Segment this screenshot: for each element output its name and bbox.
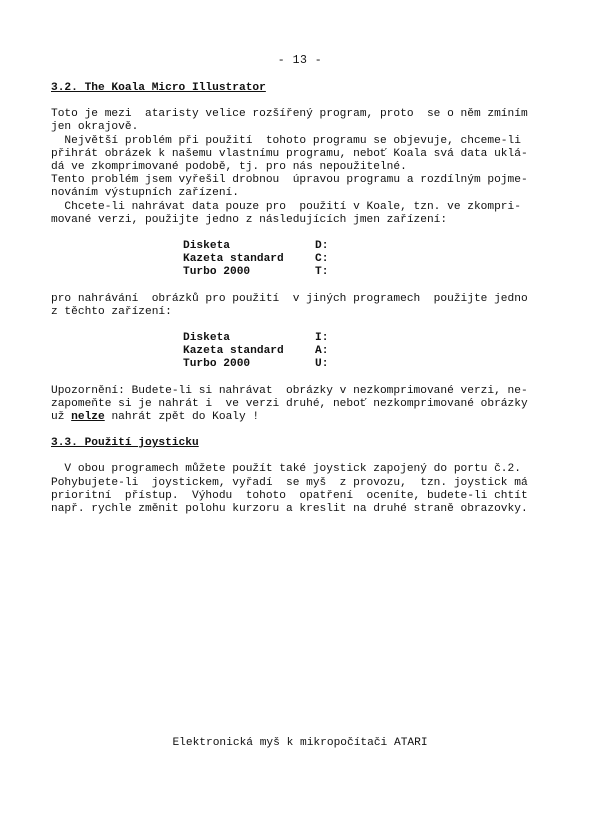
text-line: nováním výstupních zařízení. [51, 187, 239, 200]
text-line: dá ve zkomprimované podobě, tj. pro nás nepoužitelné. [51, 161, 407, 174]
device-row [183, 358, 328, 371]
page-number: - 13 - [277, 54, 323, 67]
text-line: Toto je mezi ataristy velice rozšířený program, proto se o něm zmíním [51, 108, 528, 121]
page-content [51, 82, 551, 516]
section-3-2-heading: 3.2. The Koala Micro Illustrator [51, 82, 266, 94]
warning-paragraph [51, 385, 551, 425]
text-line: mované verzi, použijte jedno z následujících jmen zařízení: [51, 213, 448, 226]
device-name: Kazeta standard [183, 345, 284, 358]
text-line: z těchto zařízení: [51, 305, 172, 318]
section-3-3-heading: 3.3. Použití joysticku [51, 437, 199, 450]
text-line: jen okrajově. [51, 121, 139, 134]
page-footer: Elektronická myš k mikropočítači ATARI [172, 737, 428, 749]
text-line: V obou programech můžete použít také joystick zapojený do portu č.2. [51, 463, 521, 476]
compressed-devices-table [183, 240, 328, 280]
device-code: I: [315, 332, 329, 345]
device-row [183, 253, 328, 266]
text-line: Pohybujete-li joystickem, vyřadí se myš z provozu, tzn. joystick má [51, 476, 528, 489]
section-3-2-other-programs-paragraph [51, 293, 551, 319]
device-name: Kazeta standard [183, 253, 284, 266]
section-3-3-paragraph [51, 463, 551, 516]
text-line: přihrát obrázek k našemu vlastnímu programu, neboť Koala svá data uklá- [51, 147, 528, 160]
device-row [183, 332, 328, 345]
device-row [183, 266, 328, 279]
uncompressed-devices-table [183, 332, 328, 372]
text-fragment: už [51, 411, 72, 424]
text-line: prioritní přístup. Výhodu tohoto opatření oceníte, budete-li chtít [51, 489, 528, 502]
text-line: Upozornění: Budete-li si nahrávat obrázky v nezkomprimované verzi, ne- [51, 384, 528, 397]
device-name: Disketa [183, 332, 230, 345]
device-code: T: [315, 266, 329, 279]
text-line: zapomeňte si je nahrát i ve verzi druhé, neboť nezkomprimované obrázky [51, 397, 528, 410]
section-3-2-problem-paragraph [51, 135, 551, 227]
device-code: C: [315, 253, 329, 266]
device-name: Disketa [183, 240, 230, 253]
text-line: např. rychle změnit polohu kurzoru a kreslit na druhé straně obrazovky. [51, 503, 528, 516]
device-row [183, 345, 328, 358]
text-line: Tento problém jsem vyřešil drobnou úpravou programu a rozdílným pojme- [51, 174, 528, 187]
text-line: Chcete-li nahrávat data pouze pro použití v Koale, tzn. ve zkompri- [51, 200, 521, 213]
emphasis-nelze: nelze [71, 411, 105, 424]
text-fragment: nahrát zpět do Koaly ! [104, 411, 260, 424]
device-code: D: [315, 240, 329, 253]
device-code: A: [315, 345, 329, 358]
device-name: Turbo 2000 [183, 266, 251, 279]
device-row [183, 240, 328, 253]
text-line: pro nahrávání obrázků pro použití v jiných programech použijte jedno [51, 292, 528, 305]
text-line: Největší problém při použití tohoto programu se objevuje, chceme-li [51, 134, 521, 147]
device-code: U: [315, 358, 329, 371]
text-line [51, 411, 551, 424]
section-3-2-intro-paragraph [51, 108, 551, 134]
device-name: Turbo 2000 [183, 358, 251, 371]
